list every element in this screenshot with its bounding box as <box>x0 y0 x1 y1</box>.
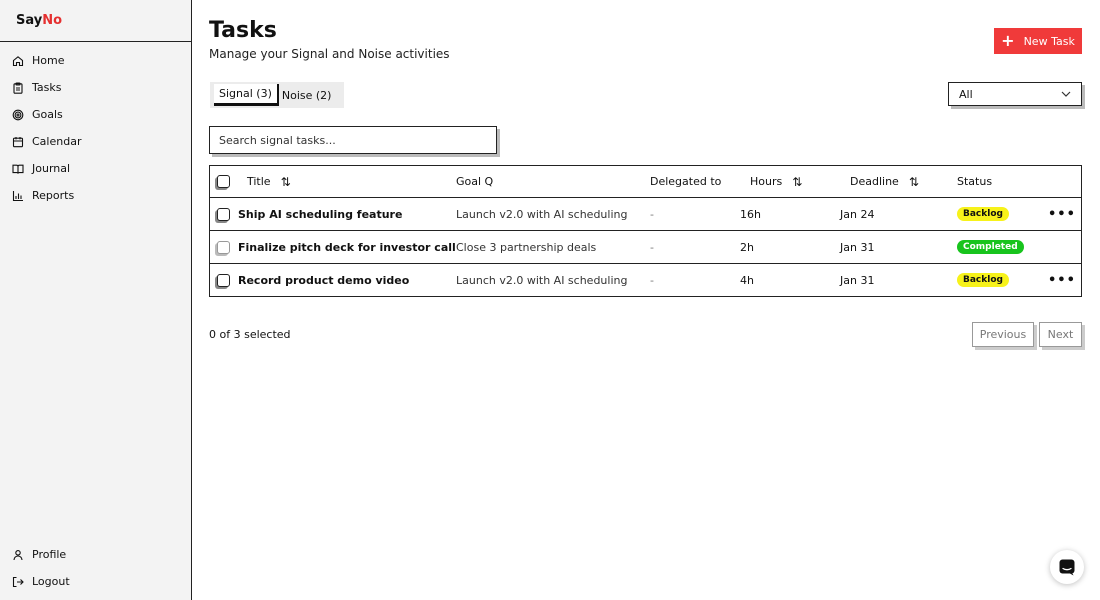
task-goal: Launch v2.0 with AI scheduling <box>456 207 628 221</box>
search-input[interactable] <box>209 126 497 154</box>
sidebar-item-logout[interactable] <box>0 568 191 595</box>
sidebar-item-label: Journal <box>32 162 71 175</box>
selected-count: 0 of 3 selected <box>209 328 291 341</box>
user-icon <box>12 549 24 561</box>
row-checkbox[interactable] <box>217 241 230 254</box>
sidebar-bottom-nav <box>0 541 191 595</box>
tab-noise[interactable]: Noise (2) <box>281 88 332 102</box>
task-hours: 2h <box>740 240 754 254</box>
row-checkbox-cell <box>217 198 230 230</box>
chat-support-button[interactable] <box>1050 550 1084 584</box>
task-delegated: - <box>650 207 654 221</box>
column-header-label: Title <box>247 175 271 188</box>
filter-select[interactable] <box>948 82 1082 106</box>
previous-button[interactable]: Previous <box>972 322 1034 347</box>
task-goal: Close 3 partnership deals <box>456 240 597 254</box>
sort-icon[interactable]: ⇅ <box>792 174 803 189</box>
task-hours: 16h <box>740 207 761 221</box>
sidebar-item-label: Reports <box>32 189 75 202</box>
book-icon <box>12 163 24 175</box>
table-header-row <box>210 166 1081 197</box>
main-content <box>192 0 1100 600</box>
calendar-icon <box>12 136 24 148</box>
task-delegated: - <box>650 240 654 254</box>
plus-icon: + <box>1001 31 1015 50</box>
sidebar-item-label: Goals <box>32 108 63 121</box>
table-row[interactable] <box>210 197 1081 230</box>
task-title[interactable]: Finalize pitch deck for investor call <box>238 240 456 254</box>
column-goal-header: Goal Q <box>456 175 494 188</box>
sidebar <box>0 0 192 600</box>
logout-icon <box>12 576 24 588</box>
sort-icon[interactable]: ⇅ <box>908 174 919 189</box>
sidebar-item-label: Tasks <box>32 81 62 94</box>
chat-icon <box>1059 559 1075 576</box>
sidebar-item-label: Logout <box>32 575 70 588</box>
task-title[interactable]: Record product demo video <box>238 273 410 287</box>
clipboard-icon <box>12 82 24 94</box>
home-icon <box>12 55 24 67</box>
select-all-cell <box>217 166 230 197</box>
signal-noise-tabs <box>210 82 344 108</box>
column-header-label: Hours <box>750 175 783 188</box>
task-deadline: Jan 31 <box>840 240 875 254</box>
status-badge: Backlog <box>957 207 1009 221</box>
row-checkbox[interactable] <box>217 274 230 287</box>
row-checkbox-cell <box>217 264 230 296</box>
target-icon <box>12 109 24 121</box>
row-checkbox[interactable] <box>217 208 230 221</box>
column-deadline-header[interactable] <box>850 166 919 197</box>
column-hours-header[interactable] <box>750 166 802 197</box>
task-hours: 4h <box>740 273 754 287</box>
column-header-label: Deadline <box>850 175 899 188</box>
chevron-down-icon <box>1061 91 1071 97</box>
tab-signal[interactable]: Signal (3) <box>214 84 277 106</box>
table-row[interactable] <box>210 263 1081 296</box>
column-title-header[interactable] <box>247 166 291 197</box>
sidebar-item-goals[interactable] <box>0 101 191 128</box>
bar-chart-icon <box>12 190 24 202</box>
sidebar-item-label: Calendar <box>32 135 82 148</box>
filter-value: All <box>959 87 973 101</box>
brand-part2: No <box>42 13 63 28</box>
new-task-button[interactable] <box>994 28 1082 54</box>
sidebar-item-label: Home <box>32 54 65 67</box>
brand-part1: Say <box>16 13 43 28</box>
task-deadline: Jan 31 <box>840 273 875 287</box>
sidebar-item-profile[interactable] <box>0 541 191 568</box>
sort-icon[interactable]: ⇅ <box>280 174 291 189</box>
column-delegated-header: Delegated to <box>650 175 722 188</box>
next-button[interactable]: Next <box>1039 322 1082 347</box>
sidebar-item-journal[interactable] <box>0 155 191 182</box>
sidebar-item-reports[interactable] <box>0 182 191 209</box>
page-title: Tasks <box>209 18 277 43</box>
row-checkbox-cell <box>217 231 230 263</box>
more-actions-icon[interactable]: ••• <box>1048 272 1076 288</box>
status-badge: Completed <box>957 240 1024 254</box>
page-subtitle: Manage your Signal and Noise activities <box>209 47 450 61</box>
status-cell <box>957 231 1024 263</box>
sidebar-item-calendar[interactable] <box>0 128 191 155</box>
tasks-table <box>209 165 1082 297</box>
sidebar-item-label: Profile <box>32 548 67 561</box>
column-status-header: Status <box>957 175 993 188</box>
status-badge: Backlog <box>957 273 1009 287</box>
table-row[interactable] <box>210 230 1081 263</box>
brand-logo[interactable] <box>0 0 191 42</box>
sidebar-item-tasks[interactable] <box>0 74 191 101</box>
sidebar-nav <box>0 42 191 209</box>
task-title[interactable]: Ship AI scheduling feature <box>238 207 403 221</box>
more-actions-icon[interactable]: ••• <box>1048 206 1076 222</box>
sidebar-item-home[interactable] <box>0 47 191 74</box>
new-task-label: New Task <box>1023 34 1075 48</box>
task-delegated: - <box>650 273 654 287</box>
task-goal: Launch v2.0 with AI scheduling <box>456 273 628 287</box>
select-all-checkbox[interactable] <box>217 175 230 188</box>
status-cell <box>957 198 1009 230</box>
task-deadline: Jan 24 <box>840 207 875 221</box>
status-cell <box>957 264 1009 296</box>
